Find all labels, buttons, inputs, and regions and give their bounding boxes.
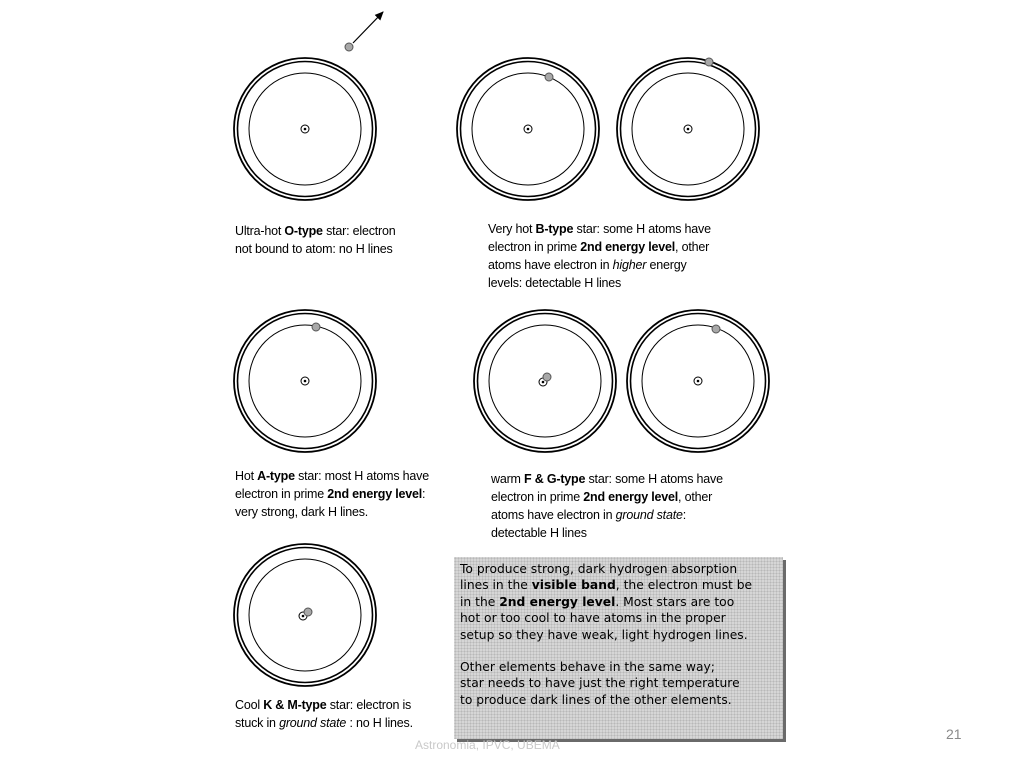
explanation-note-box (454, 557, 783, 739)
text-run: , other (675, 240, 710, 254)
text-run: Cool (235, 698, 264, 712)
caption-a-type (235, 467, 475, 521)
text-run: very strong, dark H lines. (235, 505, 369, 519)
text-run: not bound to atom: no H lines (235, 242, 393, 256)
atom-km-type (234, 544, 376, 686)
emphasis-bold: A-type (257, 469, 295, 483)
text-run: lines in the (460, 578, 532, 593)
text-run: electron in prime (491, 490, 584, 504)
text-run: Hot (235, 469, 258, 483)
caption-o-type (235, 222, 455, 258)
emphasis-bold: visible band (531, 578, 616, 593)
atom-a-type (234, 310, 376, 452)
page-number: 21 (946, 726, 962, 742)
text-run: star: electron (322, 224, 396, 238)
text-run: Other elements behave in the same way; (460, 660, 715, 675)
emphasis-bold: 2nd energy level (499, 594, 616, 609)
caption-fg-type (491, 470, 781, 542)
electron (545, 73, 553, 81)
emphasis-bold: K & M-type (263, 698, 327, 712)
text-run: star: some H atoms have (573, 222, 711, 236)
text-run: hot or too cool to have atoms in the proper (460, 611, 726, 626)
emphasis-bold: 2nd energy level (580, 240, 676, 254)
nucleus (684, 125, 692, 133)
text-run: To produce strong, dark hydrogen absorption (460, 562, 738, 576)
text-run: electron in prime (235, 487, 328, 501)
text-run: : no H lines. (346, 716, 413, 730)
text-run: in the (460, 594, 500, 609)
electron (712, 325, 720, 333)
atom-b-type-higher-level (617, 58, 759, 200)
text-run: . Most stars are too (615, 594, 735, 609)
caption-km-type (235, 696, 465, 732)
text-run: stuck in (235, 716, 280, 730)
emphasis-bold: B-type (535, 222, 574, 236)
emphasis-italic: higher (612, 258, 647, 272)
text-run: setup so they have weak, light hydrogen lines. (460, 627, 748, 642)
atom-o-type (234, 58, 376, 200)
nucleus (301, 377, 309, 385)
electron (705, 58, 713, 66)
text-run: detectable H lines (491, 526, 587, 540)
electron (312, 323, 320, 331)
text-run: warm (491, 472, 525, 486)
electron (304, 608, 312, 616)
text-run: atoms have electron in (491, 508, 616, 522)
caption-b-type (488, 220, 778, 292)
electron (543, 373, 551, 381)
atom-b-type-second-level (457, 58, 599, 200)
text-run: electron in prime (488, 240, 581, 254)
emphasis-italic: ground state (615, 508, 683, 522)
emphasis-bold: F & G-type (524, 472, 586, 486)
atom-fg-type-ground-state (474, 310, 616, 452)
note-paragraph-2 (460, 659, 777, 708)
text-run: energy (646, 258, 687, 272)
text-run: , the electron must be (615, 578, 753, 593)
text-run: Very hot (488, 222, 536, 236)
footer-text: Astronomia, IPVC, UBEMA (415, 738, 560, 752)
text-run: atoms have electron in (488, 258, 613, 272)
text-run: star: some H atoms have (585, 472, 723, 486)
emphasis-bold: 2nd energy level (583, 490, 679, 504)
escaping-electron (345, 12, 383, 51)
atom-fg-type-second-level (627, 310, 769, 452)
text-run: star needs to have just the right temperature (460, 676, 740, 691)
nucleus (524, 125, 532, 133)
text-run: star: electron is (326, 698, 412, 712)
text-run: : (422, 487, 426, 501)
text-run: to produce dark lines of the other elements. (460, 692, 732, 707)
text-run: star: most H atoms have (294, 469, 429, 483)
nucleus (301, 125, 309, 133)
text-run: , other (678, 490, 713, 504)
text-run: Ultra-hot (235, 224, 285, 238)
text-run: levels: detectable H lines (488, 276, 622, 290)
note-paragraph-1 (460, 561, 777, 643)
emphasis-italic: ground state (279, 716, 347, 730)
text-run: : (682, 508, 687, 522)
emphasis-bold: O-type (284, 224, 323, 238)
nucleus (694, 377, 702, 385)
emphasis-bold: 2nd energy level (327, 487, 423, 501)
